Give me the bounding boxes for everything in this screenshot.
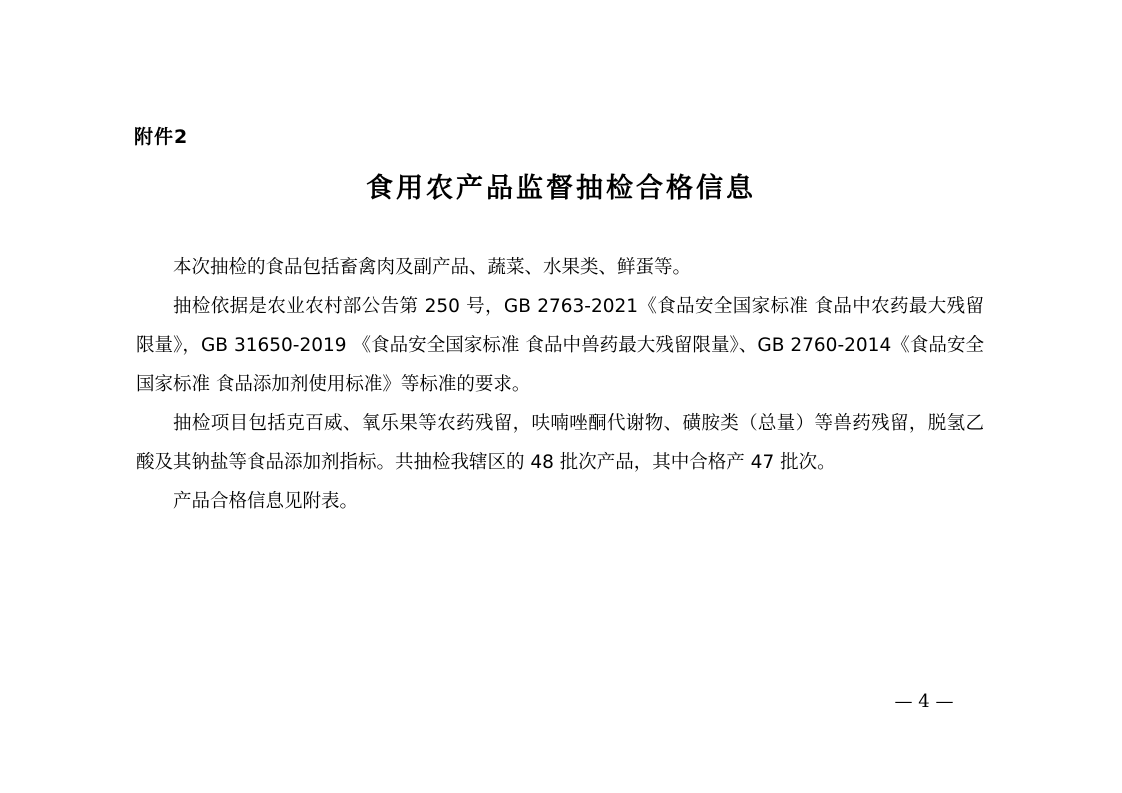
paragraph-items: 抽检项目包括克百威、氧乐果等农药残留，呋喃唑酮代谢物、磺胺类（总量）等兽药残留，脱氢乙酸及其钠盐等食品添加剂指标。共抽检我辖区的 48 批次产品，其中合格产 47 批次。 (136, 413, 984, 473)
paragraph-reference: 产品合格信息见附表。 (173, 491, 359, 512)
attachment-label: 附件2 (134, 126, 189, 148)
page-number: — 4 — (894, 691, 954, 712)
paragraph-basis: 抽检依据是农业农村部公告第 250 号，GB 2763-2021《食品安全国家标准 食品中农药最大残留限量》，GB 31650-2019 《食品安全国家标准 食品中兽药最大残留限量》、GB 2760-2014《食品安全国家标准 食品添加剂使用标准》等标准的要求。 (136, 296, 984, 395)
document-title: 食用农产品监督抽检合格信息 (366, 173, 756, 204)
paragraph-scope: 本次抽检的食品包括畜禽肉及副产品、蔬菜、水果类、鲜蛋等。 (173, 257, 692, 278)
document-body (136, 248, 984, 521)
